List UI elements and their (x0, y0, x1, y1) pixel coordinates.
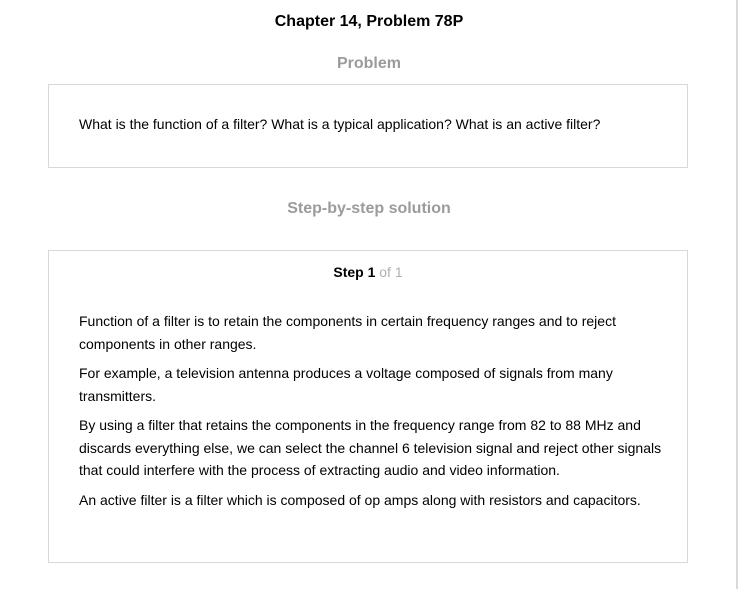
solution-heading: Step-by-step solution (287, 200, 451, 217)
chapter-title: Chapter 14, Problem 78P (274, 13, 464, 30)
problem-heading: Problem (336, 55, 401, 72)
step-total: of 1 (375, 264, 403, 280)
problem-box (48, 84, 688, 168)
solution-paragraph: By using a filter that retains the components in the frequency range from 82 to 88 MHz and discards everything else, we can select the channel 6 television signal and reject other signals that could interfere with the process of extracting audio and video information. (79, 417, 662, 478)
problem-text: What is the function of a filter? What is a typical application? What is an active filter? (79, 116, 601, 132)
solution-paragraph: An active filter is a filter which is composed of op amps along with resistors and capacitors. (79, 491, 641, 508)
solution-paragraph: Function of a filter is to retain the components in certain frequency ranges and to reject components in other ranges. (79, 313, 616, 352)
step-indicator (49, 263, 687, 281)
solution-paragraph: For example, a television antenna produces a voltage composed of signals from many transmitters. (79, 365, 613, 404)
solution-body (79, 310, 667, 518)
solution-box (48, 250, 688, 563)
step-number: Step 1 (333, 264, 376, 280)
